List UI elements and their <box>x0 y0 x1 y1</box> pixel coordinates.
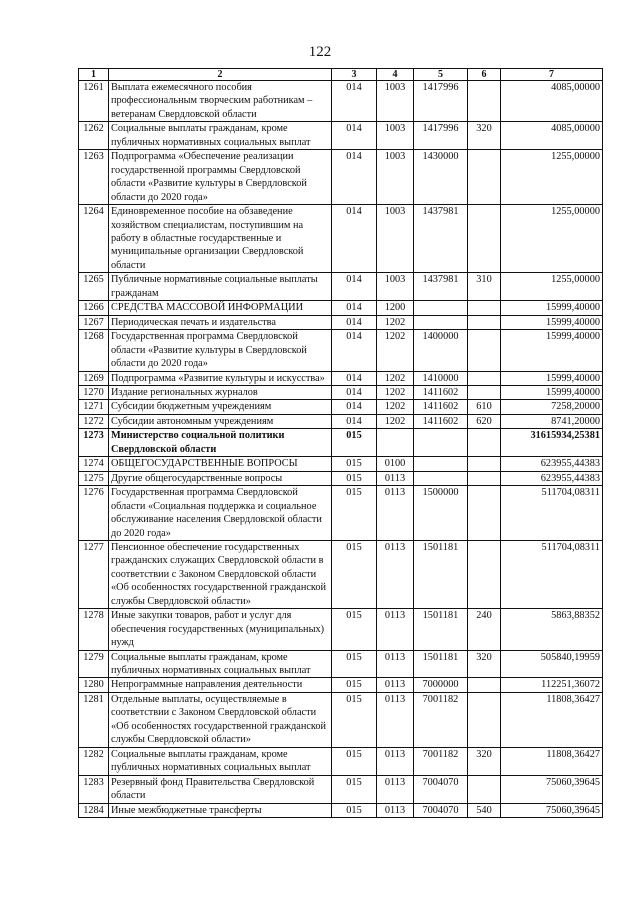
row-amount: 31615934,25381 <box>501 429 603 457</box>
section-code: 1202 <box>377 315 414 329</box>
target-article-code: 1410000 <box>414 371 468 385</box>
row-name: Пенсионное обеспечение государственных гражданских служащих Свердловской области в соответствии с Законом Свердловской области «Об особенностях государственной гражданской службы Свердловской области» <box>109 540 332 608</box>
row-number: 1267 <box>79 315 109 329</box>
row-number: 1271 <box>79 400 109 414</box>
section-code: 0113 <box>377 775 414 803</box>
ministry-code: 014 <box>332 150 377 205</box>
row-amount: 1255,00000 <box>501 273 603 301</box>
expense-type-code <box>468 371 501 385</box>
table-row <box>79 692 603 747</box>
page-number: 122 <box>308 44 332 60</box>
target-article-code: 7004070 <box>414 775 468 803</box>
row-number: 1263 <box>79 150 109 205</box>
target-article-code <box>414 315 468 329</box>
expense-type-code <box>468 150 501 205</box>
expense-type-code <box>468 315 501 329</box>
row-number: 1281 <box>79 692 109 747</box>
row-number: 1280 <box>79 678 109 692</box>
target-article-code: 1417996 <box>414 122 468 150</box>
row-name: СРЕДСТВА МАССОВОЙ ИНФОРМАЦИИ <box>109 301 332 315</box>
expense-type-code: 540 <box>468 803 501 817</box>
table-row <box>79 747 603 775</box>
column-header: 3 <box>332 69 377 81</box>
section-code: 1003 <box>377 205 414 273</box>
row-number: 1278 <box>79 609 109 650</box>
row-amount: 15999,40000 <box>501 385 603 399</box>
expense-type-code: 610 <box>468 400 501 414</box>
row-amount: 15999,40000 <box>501 330 603 371</box>
ministry-code: 015 <box>332 429 377 457</box>
ministry-code: 014 <box>332 273 377 301</box>
ministry-code: 015 <box>332 471 377 485</box>
section-code: 1202 <box>377 330 414 371</box>
expense-type-code: 310 <box>468 273 501 301</box>
row-name: Иные межбюджетные трансферты <box>109 803 332 817</box>
row-amount: 15999,40000 <box>501 371 603 385</box>
ministry-code: 015 <box>332 486 377 541</box>
column-header: 1 <box>79 69 109 81</box>
ministry-code: 014 <box>332 315 377 329</box>
row-name: Министерство социальной политики Свердловской области <box>109 429 332 457</box>
row-number: 1276 <box>79 486 109 541</box>
section-code: 0113 <box>377 803 414 817</box>
table-row <box>79 205 603 273</box>
table-row <box>79 678 603 692</box>
section-code: 0113 <box>377 540 414 608</box>
row-amount: 7258,20000 <box>501 400 603 414</box>
target-article-code <box>414 429 468 457</box>
table-row <box>79 803 603 817</box>
ministry-code: 015 <box>332 692 377 747</box>
ministry-code: 014 <box>332 414 377 428</box>
row-amount: 623955,44383 <box>501 471 603 485</box>
row-number: 1283 <box>79 775 109 803</box>
table-row <box>79 414 603 428</box>
expense-type-code <box>468 692 501 747</box>
target-article-code: 1430000 <box>414 150 468 205</box>
table-row <box>79 150 603 205</box>
expense-type-code <box>468 385 501 399</box>
row-name: Иные закупки товаров, работ и услуг для обеспечения государственных (муниципальных) нужд <box>109 609 332 650</box>
target-article-code <box>414 471 468 485</box>
row-amount: 5863,88352 <box>501 609 603 650</box>
budget-table <box>78 68 603 818</box>
row-amount: 75060,39645 <box>501 803 603 817</box>
ministry-code: 015 <box>332 457 377 471</box>
ministry-code: 014 <box>332 385 377 399</box>
table-row <box>79 330 603 371</box>
target-article-code: 1437981 <box>414 205 468 273</box>
row-number: 1265 <box>79 273 109 301</box>
ministry-code: 015 <box>332 678 377 692</box>
section-code: 1200 <box>377 301 414 315</box>
table-row <box>79 650 603 678</box>
expense-type-code <box>468 775 501 803</box>
ministry-code: 014 <box>332 122 377 150</box>
ministry-code: 014 <box>332 301 377 315</box>
row-amount: 75060,39645 <box>501 775 603 803</box>
row-amount: 112251,36072 <box>501 678 603 692</box>
row-name: Выплата ежемесячного пособия профессиональным творческим работникам – ветеранам Свердловской области <box>109 81 332 122</box>
expense-type-code: 620 <box>468 414 501 428</box>
ministry-code: 015 <box>332 650 377 678</box>
row-number: 1264 <box>79 205 109 273</box>
table-row <box>79 486 603 541</box>
row-name: Издание региональных журналов <box>109 385 332 399</box>
table-row <box>79 385 603 399</box>
expense-type-code: 320 <box>468 122 501 150</box>
target-article-code: 1501181 <box>414 540 468 608</box>
section-code: 0100 <box>377 457 414 471</box>
section-code: 1202 <box>377 371 414 385</box>
row-name: Публичные нормативные социальные выплаты гражданам <box>109 273 332 301</box>
expense-type-code <box>468 81 501 122</box>
row-name: Социальные выплаты гражданам, кроме публичных нормативных социальных выплат <box>109 650 332 678</box>
row-name: Периодическая печать и издательства <box>109 315 332 329</box>
expense-type-code <box>468 471 501 485</box>
table-row <box>79 609 603 650</box>
row-name: Подпрограмма «Развитие культуры и искусства» <box>109 371 332 385</box>
ministry-code: 015 <box>332 747 377 775</box>
expense-type-code: 320 <box>468 747 501 775</box>
row-number: 1274 <box>79 457 109 471</box>
row-name: Резервный фонд Правительства Свердловской области <box>109 775 332 803</box>
row-amount: 1255,00000 <box>501 205 603 273</box>
expense-type-code <box>468 205 501 273</box>
column-header: 5 <box>414 69 468 81</box>
target-article-code: 7001182 <box>414 692 468 747</box>
ministry-code: 014 <box>332 205 377 273</box>
row-number: 1266 <box>79 301 109 315</box>
row-name: Единовременное пособие на обзаведение хозяйством специалистам, поступившим на работу в областные государственные и муниципальные организации Свердловской области <box>109 205 332 273</box>
column-header: 4 <box>377 69 414 81</box>
section-code: 1202 <box>377 414 414 428</box>
row-name: Подпрограмма «Обеспечение реализации государственной программы Свердловской области «Развитие культуры в Свердловской области до 2020 года» <box>109 150 332 205</box>
target-article-code: 1501181 <box>414 609 468 650</box>
target-article-code: 1411602 <box>414 385 468 399</box>
ministry-code: 015 <box>332 803 377 817</box>
target-article-code: 7000000 <box>414 678 468 692</box>
table-row <box>79 429 603 457</box>
expense-type-code <box>468 330 501 371</box>
row-name: Социальные выплаты гражданам, кроме публичных нормативных социальных выплат <box>109 122 332 150</box>
row-number: 1279 <box>79 650 109 678</box>
table-row <box>79 775 603 803</box>
row-amount: 1255,00000 <box>501 150 603 205</box>
target-article-code: 1411602 <box>414 400 468 414</box>
target-article-code <box>414 301 468 315</box>
target-article-code: 1437981 <box>414 273 468 301</box>
row-name: ОБЩЕГОСУДАРСТВЕННЫЕ ВОПРОСЫ <box>109 457 332 471</box>
target-article-code: 7004070 <box>414 803 468 817</box>
table-row <box>79 540 603 608</box>
target-article-code: 1500000 <box>414 486 468 541</box>
row-amount: 15999,40000 <box>501 301 603 315</box>
table-row <box>79 315 603 329</box>
ministry-code: 015 <box>332 540 377 608</box>
section-code: 1003 <box>377 150 414 205</box>
row-name: Государственная программа Свердловской области «Социальная поддержка и социальное обслуживание населения Свердловской области до 2020 года» <box>109 486 332 541</box>
expense-type-code <box>468 486 501 541</box>
section-code: 0113 <box>377 609 414 650</box>
section-code: 1003 <box>377 81 414 122</box>
table-row <box>79 400 603 414</box>
expense-type-code <box>468 540 501 608</box>
ministry-code: 014 <box>332 400 377 414</box>
section-code: 0113 <box>377 486 414 541</box>
ministry-code: 014 <box>332 371 377 385</box>
section-code: 0113 <box>377 650 414 678</box>
section-code: 0113 <box>377 678 414 692</box>
row-amount: 4085,00000 <box>501 81 603 122</box>
row-name: Государственная программа Свердловской области «Развитие культуры в Свердловской области до 2020 года» <box>109 330 332 371</box>
section-code: 1003 <box>377 122 414 150</box>
row-amount: 11808,36427 <box>501 692 603 747</box>
row-number: 1284 <box>79 803 109 817</box>
section-code <box>377 429 414 457</box>
table-header-row <box>79 69 603 81</box>
target-article-code: 1501181 <box>414 650 468 678</box>
section-code: 1202 <box>377 400 414 414</box>
row-number: 1261 <box>79 81 109 122</box>
table-row <box>79 122 603 150</box>
row-number: 1270 <box>79 385 109 399</box>
row-amount: 623955,44383 <box>501 457 603 471</box>
row-number: 1272 <box>79 414 109 428</box>
row-number: 1269 <box>79 371 109 385</box>
expense-type-code <box>468 678 501 692</box>
expense-type-code: 240 <box>468 609 501 650</box>
row-number: 1277 <box>79 540 109 608</box>
section-code: 0113 <box>377 471 414 485</box>
row-amount: 11808,36427 <box>501 747 603 775</box>
row-name: Другие общегосударственные вопросы <box>109 471 332 485</box>
section-code: 1202 <box>377 385 414 399</box>
column-header: 7 <box>501 69 603 81</box>
row-amount: 505840,19959 <box>501 650 603 678</box>
ministry-code: 014 <box>332 330 377 371</box>
column-header: 6 <box>468 69 501 81</box>
target-article-code: 7001182 <box>414 747 468 775</box>
target-article-code: 1411602 <box>414 414 468 428</box>
section-code: 0113 <box>377 747 414 775</box>
target-article-code: 1417996 <box>414 81 468 122</box>
row-number: 1273 <box>79 429 109 457</box>
expense-type-code <box>468 429 501 457</box>
row-number: 1268 <box>79 330 109 371</box>
row-number: 1262 <box>79 122 109 150</box>
column-header: 2 <box>109 69 332 81</box>
target-article-code: 1400000 <box>414 330 468 371</box>
ministry-code: 015 <box>332 775 377 803</box>
row-amount: 15999,40000 <box>501 315 603 329</box>
section-code: 1003 <box>377 273 414 301</box>
table-row <box>79 471 603 485</box>
table-body <box>79 81 603 818</box>
target-article-code <box>414 457 468 471</box>
table-row <box>79 457 603 471</box>
row-name: Субсидии бюджетным учреждениям <box>109 400 332 414</box>
row-number: 1275 <box>79 471 109 485</box>
row-amount: 8741,20000 <box>501 414 603 428</box>
ministry-code: 014 <box>332 81 377 122</box>
ministry-code: 015 <box>332 609 377 650</box>
expense-type-code <box>468 457 501 471</box>
row-amount: 4085,00000 <box>501 122 603 150</box>
expense-type-code <box>468 301 501 315</box>
row-name: Субсидии автономным учреждениям <box>109 414 332 428</box>
table-row <box>79 371 603 385</box>
row-name: Непрограммные направления деятельности <box>109 678 332 692</box>
table-row <box>79 81 603 122</box>
section-code: 0113 <box>377 692 414 747</box>
row-amount: 511704,08311 <box>501 486 603 541</box>
row-name: Отдельные выплаты, осуществляемые в соответствии с Законом Свердловской области «Об особенностях государственной гражданской службы Свердловской области» <box>109 692 332 747</box>
table-row <box>79 301 603 315</box>
row-number: 1282 <box>79 747 109 775</box>
expense-type-code: 320 <box>468 650 501 678</box>
row-name: Социальные выплаты гражданам, кроме публичных нормативных социальных выплат <box>109 747 332 775</box>
row-amount: 511704,08311 <box>501 540 603 608</box>
table-row <box>79 273 603 301</box>
